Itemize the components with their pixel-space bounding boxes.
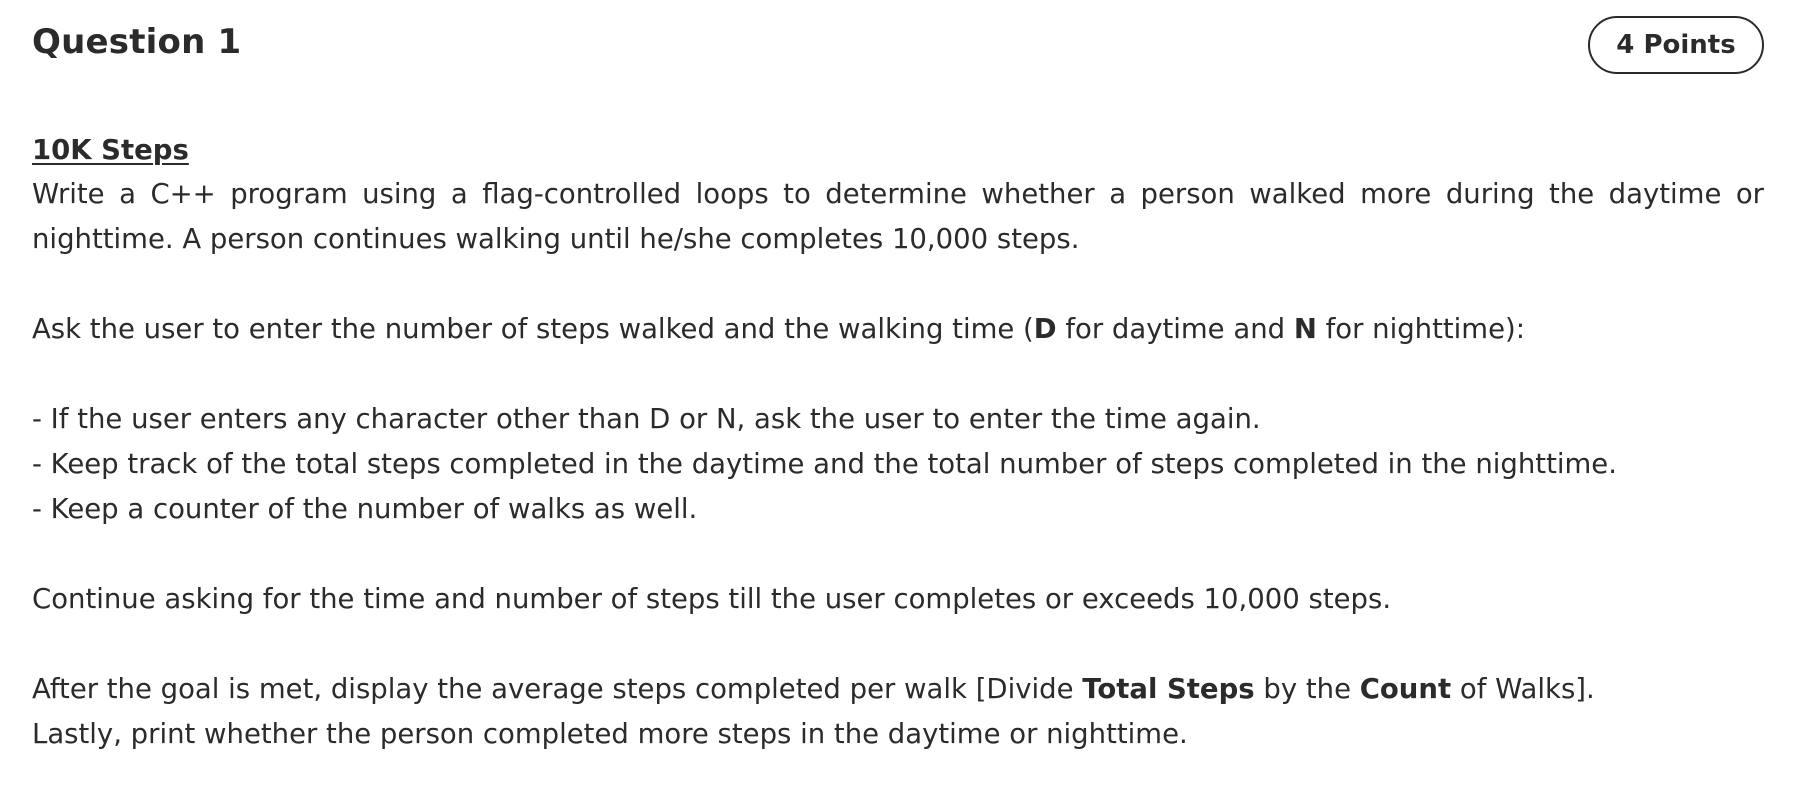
intro-paragraph: Write a C++ program using a flag-controlled loops to determine whether a person walked more during the daytime or nighttime. A person continues walking until he/she completes 10,000 steps. xyxy=(32,178,1764,255)
question-body xyxy=(32,128,1764,757)
rule-item: - Keep a counter of the number of walks as well. xyxy=(32,493,698,525)
rules-list xyxy=(32,397,1764,532)
after-text-1: After the goal is met, display the average steps completed per walk [Divide xyxy=(32,673,1083,705)
spacer xyxy=(32,352,1764,397)
ask-bold-n: N xyxy=(1293,313,1317,345)
rule-item: - Keep track of the total steps completed in the daytime and the total number of steps completed in the nighttime. xyxy=(32,448,1617,480)
after-text-2: by the xyxy=(1254,673,1360,705)
after-bold-count: Count xyxy=(1359,673,1452,705)
after-text-3: of Walks]. xyxy=(1451,673,1595,705)
question-header xyxy=(32,0,1764,96)
lastly-paragraph: Lastly, print whether the person completed more steps in the daytime or nighttime. xyxy=(32,718,1188,750)
ask-text-1: Ask the user to enter the number of steps walked and the walking time ( xyxy=(32,313,1034,345)
question-title: Question 1 xyxy=(32,22,242,62)
ask-bold-d: D xyxy=(1033,313,1057,345)
ask-text-3: for nighttime): xyxy=(1316,313,1526,345)
spacer xyxy=(32,532,1764,577)
after-bold-total: Total Steps xyxy=(1082,673,1255,705)
after-paragraph xyxy=(32,667,1764,712)
rule-item: - If the user enters any character other than D or N, ask the user to enter the time again. xyxy=(32,403,1261,435)
ask-paragraph xyxy=(32,307,1764,352)
spacer xyxy=(32,262,1764,307)
section-title: 10K Steps xyxy=(32,134,189,166)
spacer xyxy=(32,622,1764,667)
ask-text-2: for daytime and xyxy=(1056,313,1294,345)
continue-paragraph: Continue asking for the time and number of steps till the user completes or exceeds 10,000 steps. xyxy=(32,583,1392,615)
points-badge: 4 Points xyxy=(1588,16,1764,74)
